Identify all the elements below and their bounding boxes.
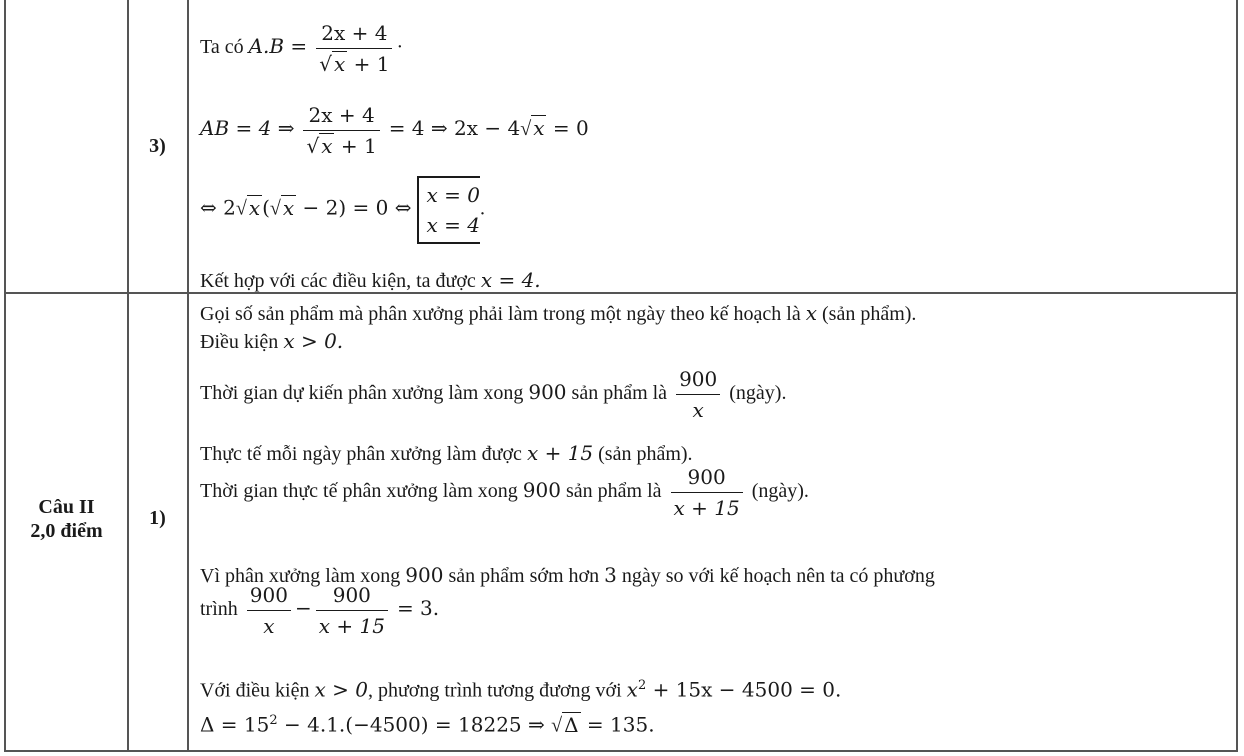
row2-line9: $\Delta = 15^2 - 4.1.(-4500) = 18225$ ⇒ √ Δ = 135.: [200, 712, 655, 737]
math: (: [262, 195, 270, 220]
numerator: 900: [247, 582, 291, 611]
radicand: x: [321, 134, 333, 158]
denominator: x + 15: [673, 496, 740, 520]
row1-line3: ⇔ 2√ x (√ x − 2) = 0 ⇔ x = 0 x = 4 .: [200, 176, 485, 244]
row2-line8: [200, 674, 841, 703]
exponent: 2: [637, 678, 647, 693]
row2-line3: [200, 366, 786, 423]
text: Thời gian dự kiến phân xưởng làm xong: [200, 382, 524, 405]
math: = 0: [546, 116, 589, 141]
math: ⇔ 2: [200, 195, 236, 220]
math: −: [294, 596, 312, 621]
radicand: Δ: [564, 712, 579, 737]
numerator: 900: [676, 366, 720, 395]
row1-line4: [200, 268, 541, 293]
column-divider-1: [127, 0, 129, 752]
row2-line2: [200, 329, 343, 354]
question-label: [6, 495, 127, 543]
text: Thời gian thực tế phân xưởng làm xong: [200, 480, 518, 503]
text: Với điều kiện: [200, 679, 310, 702]
math: AB = 4 ⇒: [200, 116, 295, 141]
math: = 4 ⇒ 2x − 4: [388, 116, 521, 141]
math: x + 15: [526, 441, 594, 465]
numerator: 900: [316, 582, 388, 611]
math: + 15x − 4500 = 0.: [646, 677, 842, 702]
text: (ngày).: [751, 480, 809, 503]
fraction: [316, 20, 392, 77]
math: = 135.: [580, 712, 655, 737]
text: sản phẩm là: [571, 382, 668, 405]
text: sản phẩm sớm hơn: [448, 565, 600, 587]
fraction: [247, 582, 291, 639]
row-divider: [4, 292, 1238, 294]
radicand: x: [248, 195, 261, 220]
row2-line1: [200, 301, 916, 326]
text: , phương trình tương đương với: [367, 679, 622, 702]
exponent: 2: [269, 713, 278, 728]
text: (sản phẩm).: [598, 443, 693, 465]
row2-line5: [200, 464, 809, 521]
text: Ta có: [200, 36, 244, 59]
text: (ngày).: [729, 382, 787, 405]
math: x: [626, 677, 638, 702]
row2-line7: [200, 582, 439, 639]
math: 3: [604, 563, 617, 587]
denominator: x: [263, 614, 275, 638]
column-divider-2: [187, 0, 189, 752]
fraction: [676, 366, 720, 423]
case-1: x = 0: [426, 183, 480, 207]
math: 900: [522, 478, 561, 503]
fraction: [671, 464, 743, 521]
case-bracket: [417, 176, 480, 244]
part-label: 3): [149, 135, 166, 157]
text: Vì phân xưởng làm xong: [200, 565, 401, 587]
row1-line1: Ta có A.B = $\frac{2x + 4}{√ x + 1}$ ·: [200, 21, 404, 76]
row2-line4: [200, 441, 693, 466]
denominator: √ x + 1: [319, 52, 390, 76]
row1-line2: AB = 4 ⇒ $\frac{2x + 4}{√ x + 1}$ = 4 ⇒ 2x − 4√ x = 0: [200, 103, 589, 158]
text: Gọi số sản phẩm mà phân xưởng phải làm trong một ngày theo kế hoạch là: [200, 303, 801, 325]
den-rest: + 1: [347, 52, 390, 76]
text: Điều kiện: [200, 331, 279, 353]
denominator: x + 15: [318, 614, 385, 638]
math: x: [805, 301, 818, 325]
math: 900: [405, 563, 444, 587]
radicand: x: [282, 195, 295, 220]
text: trình: [200, 598, 238, 621]
denominator: x: [692, 398, 704, 422]
text: ngày so với kế hoạch nên ta có phương: [621, 565, 935, 587]
math: x > 0: [314, 677, 368, 702]
math: x > 0.: [283, 329, 344, 353]
text: Kết hợp với các điều kiện, ta được: [200, 270, 476, 292]
math: = 3.: [396, 596, 440, 621]
math: Δ = 15: [200, 712, 270, 737]
radicand: x: [533, 116, 545, 141]
fraction: [303, 102, 379, 159]
numerator: 2x + 4: [303, 102, 379, 131]
math: A.B =: [248, 34, 308, 59]
math: − 4.1.(−4500) = 18225 ⇒: [277, 712, 552, 737]
text: (sản phẩm).: [822, 303, 917, 325]
denominator: √ x + 1: [306, 134, 377, 158]
math: 900: [528, 380, 567, 405]
question-number: Câu II: [38, 496, 95, 518]
numerator: 900: [671, 464, 743, 493]
numerator: 2x + 4: [316, 20, 392, 49]
text: Thực tế mỗi ngày phân xưởng làm được: [200, 443, 522, 465]
part-label: 1): [149, 507, 166, 529]
question-points: 2,0 điểm: [30, 520, 103, 542]
den-rest: + 1: [334, 134, 377, 158]
math: x = 4.: [480, 268, 541, 292]
radicand: x: [333, 52, 346, 76]
text: sản phẩm là: [565, 480, 662, 503]
case-2: x = 4: [426, 213, 480, 237]
fraction: [316, 582, 388, 639]
math: − 2) = 0 ⇔: [296, 195, 412, 220]
